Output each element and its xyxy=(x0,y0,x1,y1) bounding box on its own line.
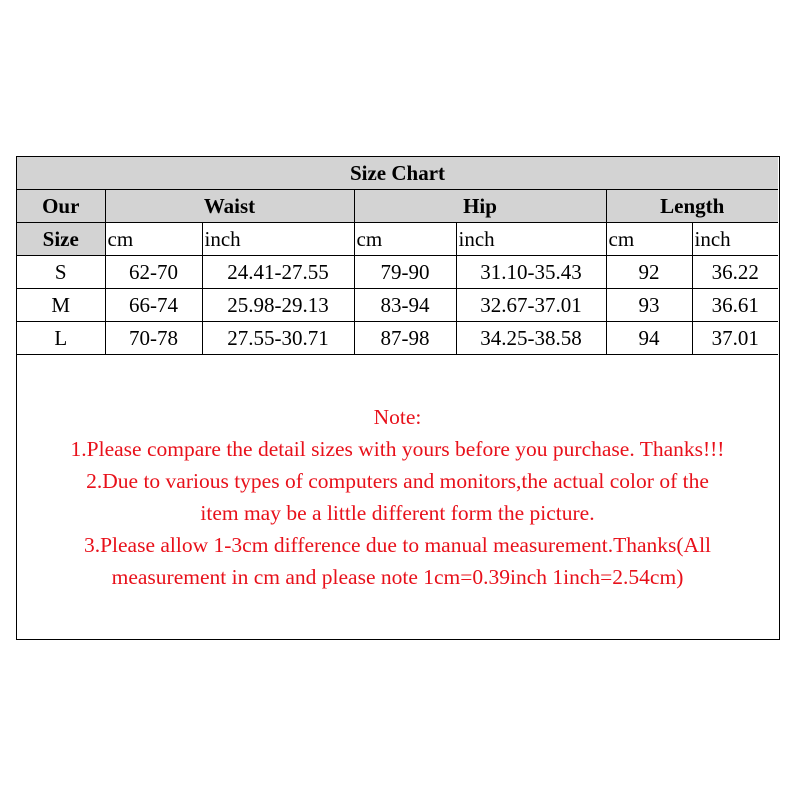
length-inch: 36.22 xyxy=(692,256,778,289)
size-label: M xyxy=(17,289,105,322)
notes-section xyxy=(17,401,778,593)
length-cm: 93 xyxy=(606,289,692,322)
waist-cm: 62-70 xyxy=(105,256,202,289)
hip-inch: 32.67-37.01 xyxy=(456,289,606,322)
note-line: 2.Due to various types of computers and monitors,the actual color of the xyxy=(86,469,709,493)
unit-length-cm: cm xyxy=(606,223,692,256)
hip-cm: 87-98 xyxy=(354,322,456,355)
note-line: measurement in cm and please note 1cm=0.39inch 1inch=2.54cm) xyxy=(111,565,684,589)
unit-length-inch: inch xyxy=(692,223,778,256)
header-our: Our xyxy=(17,190,105,223)
table-row xyxy=(17,289,778,322)
waist-inch: 27.55-30.71 xyxy=(202,322,354,355)
length-inch: 36.61 xyxy=(692,289,778,322)
unit-waist-inch: inch xyxy=(202,223,354,256)
length-cm: 92 xyxy=(606,256,692,289)
size-table xyxy=(17,157,778,355)
waist-cm: 66-74 xyxy=(105,289,202,322)
hip-inch: 34.25-38.58 xyxy=(456,322,606,355)
note-heading: Note: xyxy=(373,405,422,429)
table-row xyxy=(17,322,778,355)
note-line: 1.Please compare the detail sizes with yours before you purchase. Thanks!!! xyxy=(70,437,725,461)
unit-hip-cm: cm xyxy=(354,223,456,256)
unit-hip-inch: inch xyxy=(456,223,606,256)
header-waist: Waist xyxy=(105,190,354,223)
length-inch: 37.01 xyxy=(692,322,778,355)
size-chart xyxy=(16,156,780,640)
size-label: S xyxy=(17,256,105,289)
chart-title: Size Chart xyxy=(17,157,778,190)
note-line: 3.Please allow 1-3cm difference due to manual measurement.Thanks(All xyxy=(83,533,712,557)
waist-inch: 24.41-27.55 xyxy=(202,256,354,289)
hip-inch: 31.10-35.43 xyxy=(456,256,606,289)
hip-cm: 83-94 xyxy=(354,289,456,322)
waist-inch: 25.98-29.13 xyxy=(202,289,354,322)
unit-waist-cm: cm xyxy=(105,223,202,256)
length-cm: 94 xyxy=(606,322,692,355)
size-label: L xyxy=(17,322,105,355)
header-size: Size xyxy=(17,223,105,256)
waist-cm: 70-78 xyxy=(105,322,202,355)
header-hip: Hip xyxy=(354,190,606,223)
hip-cm: 79-90 xyxy=(354,256,456,289)
table-row xyxy=(17,256,778,289)
note-line: item may be a little different form the picture. xyxy=(200,501,595,525)
header-length: Length xyxy=(606,190,778,223)
